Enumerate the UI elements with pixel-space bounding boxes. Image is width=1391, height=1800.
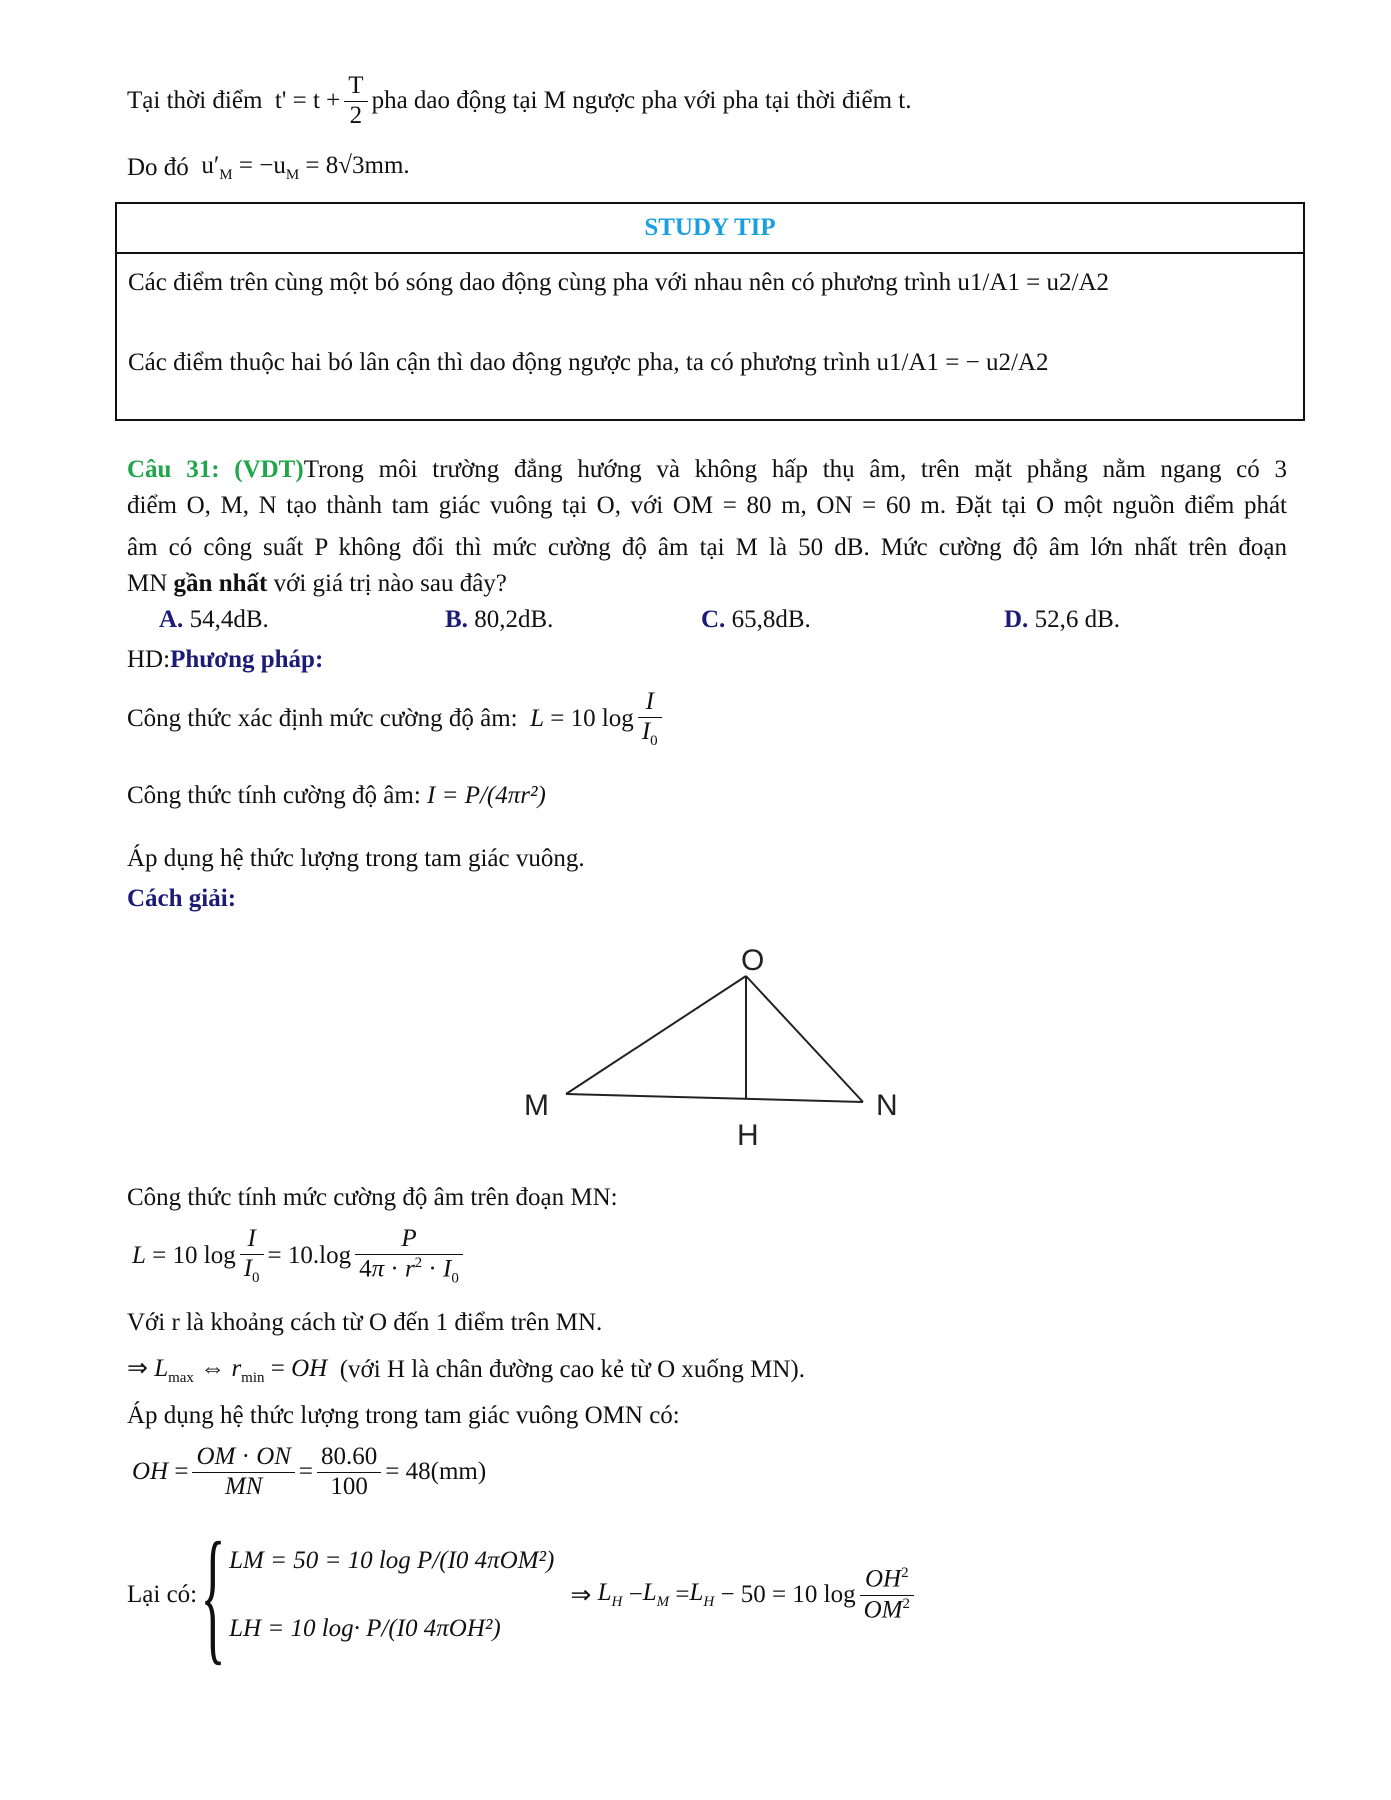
text: Công thức xác định mức cường độ âm:: [127, 705, 518, 732]
question-line-3: âm có công suất P không đổi thì mức cường độ âm tại M là 50 dB. Mức cường độ âm lớn nhất trên đoạn: [127, 534, 1287, 561]
lmax-line: [127, 1353, 805, 1387]
result-formula: ⇒ $L_H$ − $L_M$ = $L_H$ − 50 = 10 log $\frac{OH^2}{OM^2}$: [570, 1565, 918, 1624]
text: Các điểm trên cùng một bó sóng dao động cùng pha với nhau nên có phương trình: [128, 269, 952, 296]
side-on: [746, 976, 863, 1102]
label-o: O: [741, 944, 765, 977]
formula-um: $u'_M = -u_M = 8√3mm$.: [201, 152, 410, 183]
frac: $\frac{I}{I_0}$: [638, 688, 662, 750]
text: Công thức tính cường độ âm:: [127, 782, 421, 809]
letter: A.: [159, 606, 184, 633]
eq-lh: LH = 10 log· P/(I0 4πOH²): [229, 1615, 501, 1642]
question-label: Câu 31: (VDT): [127, 456, 304, 483]
text: pha dao động tại M ngược pha với pha tại thời điểm t.: [371, 87, 912, 115]
value: 80,2dB.: [474, 606, 554, 633]
formula: ⇒ $L_{max}$ ⇔ $r_{min}$ = OH: [127, 1355, 328, 1386]
text: Do đó: [127, 154, 189, 181]
formula: L = 10 log: [530, 705, 634, 732]
value: 54,4dB.: [189, 606, 269, 633]
question-line-2: điểm O, M, N tạo thành tam giác vuông tại O, với OM = 80 m, ON = 60 m. Đặt tại O một nguồn điểm phát: [127, 492, 1287, 519]
text: (với H là chân đường cao kẻ từ O xuống MN).: [339, 1356, 805, 1383]
letter: B.: [445, 606, 468, 633]
text: Tại thời điểm: [127, 87, 263, 115]
letter: D.: [1004, 606, 1029, 633]
side-mn: [566, 1094, 863, 1102]
apply-text: Áp dụng hệ thức lượng trong tam giác vuông.: [127, 845, 585, 872]
r-text: Với r là khoảng cách từ O đến 1 điểm trên MN.: [127, 1309, 603, 1336]
label-h: H: [737, 1119, 759, 1152]
method-label: Phương pháp:: [170, 646, 324, 673]
num: T: [344, 72, 367, 102]
formula-2: I = P/(4πr²): [427, 782, 546, 809]
lai-co-label: Lại có:: [127, 1581, 198, 1608]
solve-label: Cách giải:: [127, 885, 237, 912]
label-m: M: [524, 1089, 549, 1122]
text: MN: [127, 570, 168, 597]
study-tip-title: STUDY TIP: [117, 204, 1303, 254]
row1-formula: u1/A1 = u2/A2: [957, 269, 1110, 296]
text: Trong môi trường đẳng hướng và không hấp thụ âm, trên mặt phẳng nằm ngang có 3: [303, 456, 1287, 483]
bold-text: gần nhất: [173, 570, 268, 597]
system-equations: [229, 1547, 554, 1643]
value: 52,6 dB.: [1034, 606, 1120, 633]
apply2-text: Áp dụng hệ thức lượng trong tam giác vuông OMN có:: [127, 1402, 680, 1429]
text: với giá trị nào sau đây?: [273, 570, 507, 597]
oh-formula: OH = $\frac{OM \cdot ON}{MN}$ = $\frac{80.60}{100}$ = 48(mm): [132, 1443, 487, 1500]
mn-text: Công thức tính mức cường độ âm trên đoạn MN:: [127, 1184, 618, 1211]
label-n: N: [876, 1089, 898, 1122]
formula: t' = t +: [274, 87, 341, 115]
row2-formula: u1/A1 = − u2/A2: [876, 349, 1049, 376]
eq-lm: LM = 50 = 10 log P/(I0 4πOM²): [229, 1547, 555, 1574]
text: HD:: [127, 646, 171, 673]
mn-formula: L = 10 log $\frac{I}{I_0}$ = 10.log $\frac{P}{4\pi \cdot r^2 \cdot I_0}$: [132, 1225, 467, 1287]
letter: C.: [701, 606, 726, 633]
system-block: [127, 1512, 918, 1678]
value: 65,8dB.: [731, 606, 811, 633]
text: Các điểm thuộc hai bó lân cận thì dao động ngược pha, ta có phương trình: [128, 349, 871, 376]
brace: {: [200, 1512, 226, 1678]
side-om: [566, 976, 746, 1094]
den: 2: [349, 101, 363, 129]
